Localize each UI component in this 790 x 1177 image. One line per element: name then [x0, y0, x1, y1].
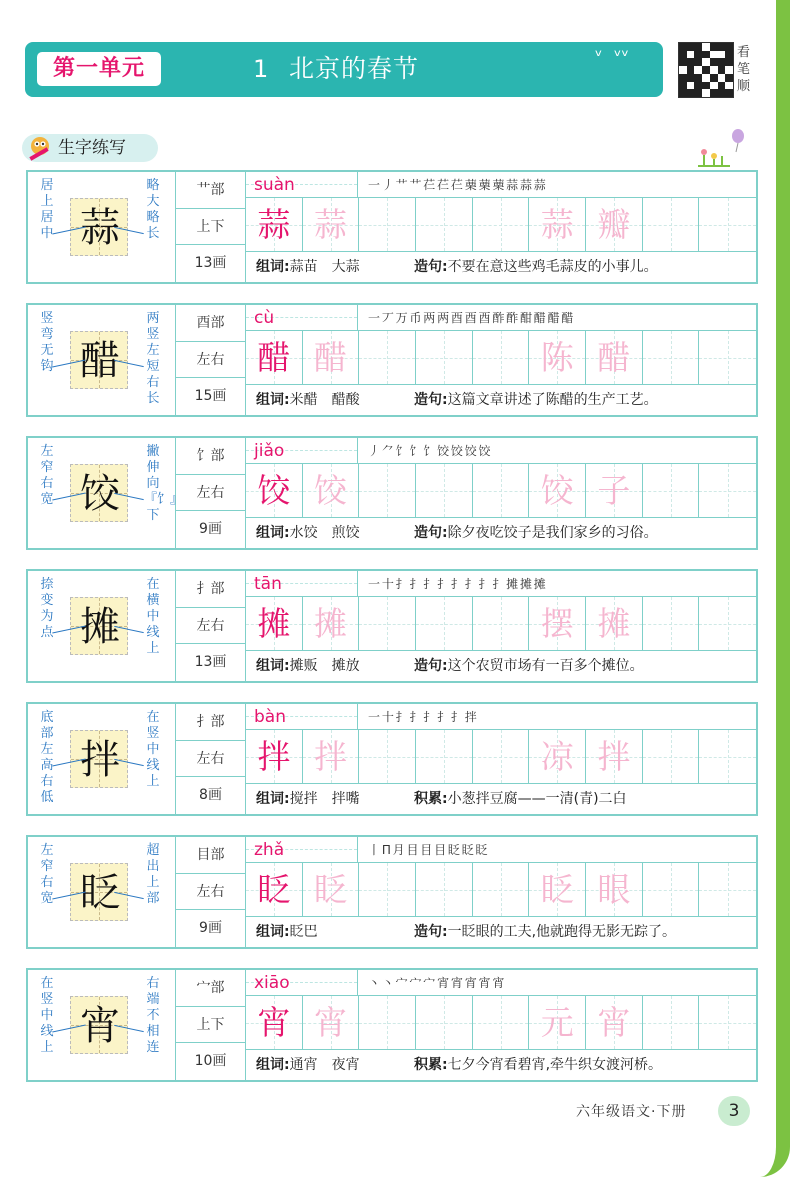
practice-cell[interactable] [529, 996, 586, 1049]
practice-char: 陈 [540, 338, 574, 377]
character-guide [28, 438, 184, 548]
writing-tip-left: 左窄右宽 [40, 444, 54, 507]
stroke-count: 8画 [199, 787, 222, 804]
character-guide [28, 704, 176, 814]
pinyin-box [246, 571, 358, 597]
practice-cell[interactable] [416, 863, 473, 916]
writing-tip-left: 左窄右宽 [40, 843, 54, 906]
writing-tip-right: 超出上部 [146, 843, 160, 906]
practice-cell[interactable] [246, 597, 303, 650]
lesson-title: 北京的春节 [289, 54, 420, 83]
sentence-label: 积累: [414, 791, 448, 807]
practice-cell[interactable] [246, 996, 303, 1049]
practice-grid [246, 331, 756, 385]
practice-cell[interactable] [473, 464, 530, 517]
practice-char [643, 464, 699, 517]
pinyin: suàn [254, 175, 295, 195]
practice-cell[interactable] [699, 198, 756, 251]
practice-char [359, 597, 415, 650]
practice-char [699, 464, 756, 517]
practice-area [246, 438, 756, 548]
flowers-icon [690, 128, 760, 168]
practice-char: 蒜 [540, 205, 574, 244]
pinyin: xiāo [254, 973, 290, 993]
character-card [26, 702, 758, 816]
words-row [246, 252, 756, 282]
practice-char [473, 464, 529, 517]
radical: 宀部 [176, 970, 245, 1007]
practice-cell[interactable] [303, 597, 360, 650]
writing-tip-left: 竖弯无钩 [40, 311, 54, 374]
character-card [26, 968, 758, 1082]
practice-cell[interactable] [246, 730, 303, 783]
words: 摊贩 摊放 [289, 658, 360, 674]
character-info [176, 172, 246, 282]
practice-cell[interactable] [586, 597, 643, 650]
practice-grid [246, 464, 756, 518]
practice-cell[interactable] [246, 198, 303, 251]
practice-char: 宵 [314, 1003, 347, 1042]
practice-cell[interactable] [246, 863, 303, 916]
practice-area [246, 305, 756, 415]
structure: 左右 [176, 741, 245, 778]
qr-label: 看笔顺 [737, 45, 751, 94]
practice-cell[interactable] [473, 198, 530, 251]
practice-area [246, 837, 756, 947]
practice-area [246, 704, 756, 814]
practice-area [246, 571, 756, 681]
character-info [176, 438, 246, 548]
practice-cell[interactable] [246, 464, 303, 517]
structure: 上下 [176, 1007, 245, 1044]
writing-tip-left: 底部左高右低 [40, 710, 54, 805]
practice-cell[interactable] [643, 863, 700, 916]
practice-cell[interactable] [416, 331, 473, 384]
practice-char [473, 331, 529, 384]
main-character: 眨 [80, 870, 120, 916]
stroke-count: 13画 [194, 255, 227, 272]
sentence: 七夕今宵看碧宵,牵牛织女渡河桥。 [447, 1057, 663, 1073]
words: 水饺 煎饺 [289, 525, 360, 541]
practice-cell[interactable] [473, 730, 530, 783]
practice-cell[interactable] [586, 863, 643, 916]
practice-char: 眨 [257, 870, 291, 909]
practice-area [246, 172, 756, 282]
character-guide [28, 172, 176, 282]
sentence: 这个农贸市场有一百多个摊位。 [447, 658, 644, 674]
stroke-count: 15画 [194, 388, 227, 405]
main-character: 宵 [80, 1003, 120, 1049]
unit-banner [25, 42, 663, 97]
stroke-order: 一 十 扌 扌 扌 扌 扌 扌 扌 扌 摊 摊 摊 [368, 577, 545, 591]
practice-grid [246, 730, 756, 784]
practice-char: 蒜 [257, 205, 291, 244]
practice-char: 拌 [597, 737, 631, 776]
practice-cell[interactable] [643, 198, 700, 251]
practice-char [643, 198, 699, 251]
writing-tip-right: 右端不相连 [146, 976, 160, 1055]
stroke-order: 丨 П 月 目 目 目 眨 眨 眨 [368, 843, 487, 857]
practice-cell[interactable] [699, 464, 756, 517]
practice-char: 宵 [597, 1003, 631, 1042]
words-row [246, 385, 756, 415]
practice-char: 眼 [597, 870, 631, 909]
practice-char [473, 597, 529, 650]
words-row [246, 651, 756, 681]
practice-cell[interactable] [643, 996, 700, 1049]
practice-char [699, 863, 756, 916]
writing-tip-right: 在竖中线上 [146, 710, 160, 789]
practice-cell[interactable] [416, 597, 473, 650]
practice-cell[interactable] [643, 730, 700, 783]
practice-char [416, 464, 472, 517]
writing-tip-right: 在横中线上 [146, 577, 160, 656]
practice-char: 醋 [597, 338, 631, 377]
radical: 扌部 [176, 704, 245, 741]
practice-cell[interactable] [699, 996, 756, 1049]
practice-grid [246, 996, 756, 1050]
practice-char [643, 597, 699, 650]
character-guide [28, 571, 176, 681]
practice-char: 拌 [314, 737, 347, 776]
practice-char: 瓣 [597, 205, 631, 244]
practice-cell[interactable] [473, 863, 530, 916]
practice-cell[interactable] [473, 996, 530, 1049]
practice-char: 饺 [257, 471, 291, 510]
practice-char [473, 730, 529, 783]
stroke-count: 13画 [194, 654, 227, 671]
pinyin-box [246, 172, 358, 198]
section-header [22, 134, 158, 162]
practice-char: 眨 [314, 870, 347, 909]
words-row [246, 784, 756, 814]
sentence: 除夕夜吃饺子是我们家乡的习俗。 [447, 525, 658, 541]
stroke-order: 丿 ⺈ 饣 饣 饣 饺 饺 饺 饺 [368, 444, 490, 458]
character-guide [28, 305, 176, 415]
practice-grid [246, 597, 756, 651]
unit-label: 第一单元 [37, 52, 161, 86]
practice-char [643, 996, 699, 1049]
practice-cell[interactable] [303, 198, 360, 251]
practice-char: 醋 [314, 338, 347, 377]
practice-char [699, 597, 756, 650]
sentence-label: 造句: [414, 392, 448, 408]
radical: 目部 [176, 837, 245, 874]
character-guide [28, 970, 176, 1080]
character-info [176, 837, 246, 947]
practice-char [416, 331, 472, 384]
practice-cell[interactable] [586, 996, 643, 1049]
practice-area [246, 970, 756, 1080]
practice-cell[interactable] [529, 198, 586, 251]
pinyin-box [246, 837, 358, 863]
practice-cell[interactable] [586, 730, 643, 783]
practice-cell[interactable] [586, 198, 643, 251]
pencil-owl-icon [26, 134, 54, 162]
practice-char [416, 198, 472, 251]
practice-char [473, 996, 529, 1049]
structure: 左右 [176, 342, 245, 379]
practice-char: 摊 [314, 604, 347, 643]
practice-cell[interactable] [303, 464, 360, 517]
words-row [246, 518, 756, 548]
practice-cell[interactable] [643, 597, 700, 650]
practice-char: 醋 [257, 338, 291, 377]
practice-cell[interactable] [699, 597, 756, 650]
writing-tip-right: 略大略长 [146, 178, 160, 241]
character-card [26, 303, 758, 417]
words-label: 组词: [256, 392, 290, 408]
words: 眨巴 [289, 924, 318, 940]
main-character: 饺 [80, 471, 120, 517]
words-row [246, 917, 756, 947]
practice-char: 饺 [540, 471, 574, 510]
practice-char: 眨 [540, 870, 574, 909]
practice-cell[interactable] [586, 331, 643, 384]
practice-char [359, 198, 415, 251]
practice-char: 凉 [540, 737, 574, 776]
stroke-order-box [358, 571, 756, 597]
character-info [176, 305, 246, 415]
radical: 扌部 [176, 571, 245, 608]
writing-tip-right: 两竖左短右长 [146, 311, 160, 406]
practice-cell[interactable] [303, 996, 360, 1049]
practice-char [699, 198, 756, 251]
writing-tip-left: 捺变为点 [40, 577, 54, 640]
main-character: 拌 [80, 737, 120, 783]
qr-code[interactable] [678, 42, 734, 98]
practice-char [473, 198, 529, 251]
practice-char: 元 [540, 1003, 574, 1042]
words-label: 组词: [256, 525, 290, 541]
practice-char [359, 996, 415, 1049]
practice-char: 蒜 [314, 205, 347, 244]
stroke-order-box [358, 305, 756, 331]
practice-cell[interactable] [416, 464, 473, 517]
main-character: 蒜 [80, 205, 120, 251]
practice-cell[interactable] [699, 331, 756, 384]
sentence: 小葱拌豆腐——一清(青)二白 [447, 791, 627, 807]
words: 搅拌 拌嘴 [289, 791, 360, 807]
sentence: 一眨眼的工夫,他就跑得无影无踪了。 [447, 924, 677, 940]
practice-char: 饺 [314, 471, 347, 510]
lesson-number: 1 [253, 55, 269, 83]
practice-cell[interactable] [359, 198, 416, 251]
writing-tip-right: 撇伸向『饣』下 [144, 444, 184, 523]
stroke-order-box [358, 970, 756, 996]
words-label: 组词: [256, 259, 290, 275]
practice-char [416, 996, 472, 1049]
structure: 左右 [176, 608, 245, 645]
practice-cell[interactable] [529, 863, 586, 916]
practice-grid [246, 863, 756, 917]
practice-cell[interactable] [699, 730, 756, 783]
stroke-order: 丶 丶 宀 宀 宀 宵 宵 宵 宵 宵 [368, 976, 504, 990]
practice-char [359, 863, 415, 916]
character-card [26, 170, 758, 284]
practice-char: 拌 [257, 737, 291, 776]
character-card [26, 835, 758, 949]
writing-tip-left: 在竖中线上 [40, 976, 54, 1055]
radical: 饣部 [176, 438, 245, 475]
sentence-label: 造句: [414, 259, 448, 275]
practice-cell[interactable] [416, 730, 473, 783]
character-info [176, 704, 246, 814]
stroke-order-box [358, 837, 756, 863]
stroke-order: 一 丿 艹 艹 芢 芢 芢 䔁 䔁 䔁 蒜 蒜 蒜 [368, 178, 545, 192]
pinyin-box [246, 305, 358, 331]
practice-char: 宵 [257, 1003, 291, 1042]
practice-char [699, 730, 756, 783]
practice-char [359, 464, 415, 517]
structure: 左右 [176, 874, 245, 911]
character-info [176, 970, 246, 1080]
practice-cell[interactable] [699, 863, 756, 916]
practice-char [643, 331, 699, 384]
sentence-label: 造句: [414, 525, 448, 541]
practice-char [416, 597, 472, 650]
practice-cell[interactable] [529, 331, 586, 384]
practice-cell[interactable] [359, 863, 416, 916]
pinyin: bàn [254, 707, 286, 727]
practice-char [643, 863, 699, 916]
stroke-order-box [358, 438, 756, 464]
stroke-count: 10画 [194, 1053, 227, 1070]
practice-char [473, 863, 529, 916]
radical: 酉部 [176, 305, 245, 342]
sentence-label: 积累: [414, 1057, 448, 1073]
section-title: 生字练写 [58, 138, 126, 158]
practice-char [416, 730, 472, 783]
practice-cell[interactable] [643, 464, 700, 517]
stroke-order-box [358, 704, 756, 730]
stroke-order-box [358, 172, 756, 198]
practice-cell[interactable] [359, 730, 416, 783]
practice-cell[interactable] [529, 730, 586, 783]
character-card [26, 569, 758, 683]
practice-cell[interactable] [303, 730, 360, 783]
practice-char: 子 [597, 471, 631, 510]
stroke-order: 一 丆 万 币 两 两 酉 酉 酉 酢 酢 酣 醋 醋 醋 [368, 311, 573, 325]
character-card [26, 436, 758, 550]
practice-cell[interactable] [586, 464, 643, 517]
character-guide [28, 837, 176, 947]
practice-char [416, 863, 472, 916]
sentence: 这篇文章讲述了陈醋的生产工艺。 [447, 392, 658, 408]
main-character: 摊 [80, 604, 120, 650]
structure: 上下 [176, 209, 245, 246]
practice-char: 摊 [597, 604, 631, 643]
practice-cell[interactable] [359, 464, 416, 517]
pinyin: tān [254, 574, 282, 594]
practice-cell[interactable] [473, 597, 530, 650]
practice-cell[interactable] [359, 597, 416, 650]
practice-char: 摊 [257, 604, 291, 643]
practice-cell[interactable] [416, 198, 473, 251]
pinyin-box [246, 438, 358, 464]
practice-cell[interactable] [303, 863, 360, 916]
page-number: 3 [718, 1096, 750, 1126]
birds-icon: ᵛ ᵛᵛ [595, 46, 629, 67]
radical: 艹部 [176, 172, 245, 209]
practice-cell[interactable] [359, 996, 416, 1049]
practice-grid [246, 198, 756, 252]
practice-char [359, 730, 415, 783]
stroke-order: 一 十 扌 扌 扌 扌 扌 拌 [368, 710, 476, 724]
practice-cell[interactable] [529, 597, 586, 650]
practice-char [699, 996, 756, 1049]
practice-cell[interactable] [303, 331, 360, 384]
words-label: 组词: [256, 791, 290, 807]
writing-tip-left: 居上居中 [40, 178, 54, 241]
words-label: 组词: [256, 1057, 290, 1073]
practice-cell[interactable] [246, 331, 303, 384]
words-label: 组词: [256, 658, 290, 674]
practice-cell[interactable] [359, 331, 416, 384]
practice-cell[interactable] [473, 331, 530, 384]
stroke-count: 9画 [199, 920, 222, 937]
sentence-label: 造句: [414, 658, 448, 674]
sentence-label: 造句: [414, 924, 448, 940]
words: 通宵 夜宵 [289, 1057, 360, 1073]
practice-cell[interactable] [643, 331, 700, 384]
stroke-count: 9画 [199, 521, 222, 538]
pinyin-box [246, 970, 358, 996]
main-character: 醋 [80, 338, 120, 384]
words: 米醋 醋酸 [289, 392, 360, 408]
character-info [176, 571, 246, 681]
practice-char [699, 331, 756, 384]
structure: 左右 [176, 475, 245, 512]
pinyin: jiǎo [254, 441, 285, 461]
words: 蒜苗 大蒜 [289, 259, 360, 275]
practice-char: 摆 [540, 604, 574, 643]
pinyin: cù [254, 308, 275, 328]
words-row [246, 1050, 756, 1080]
pinyin-box [246, 704, 358, 730]
practice-cell[interactable] [416, 996, 473, 1049]
words-label: 组词: [256, 924, 290, 940]
book-title: 六年级语文·下册 [576, 1104, 687, 1120]
practice-char [643, 730, 699, 783]
practice-char [359, 331, 415, 384]
practice-cell[interactable] [529, 464, 586, 517]
pinyin: zhǎ [254, 840, 285, 860]
sentence: 不要在意这些鸡毛蒜皮的小事儿。 [447, 259, 658, 275]
